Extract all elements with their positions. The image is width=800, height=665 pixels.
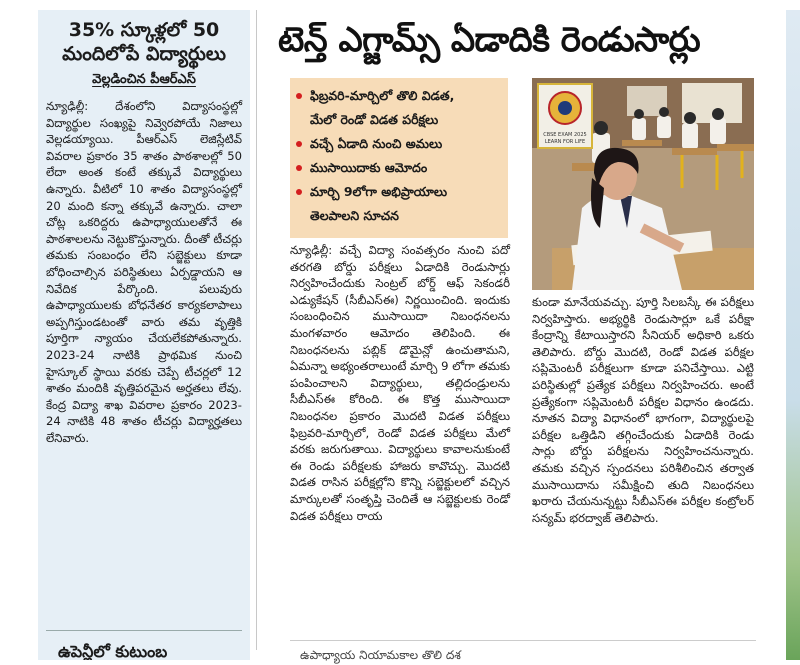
article-column-2: కుండా మానేయవచ్చు. పూర్తి సిలబస్కే ఈ పరీక్షలు నిర్వహిస్తారు. అభ్యర్థికి రెండుసార్లూ ఒకే పరీక్షా కేంద్రాన్ని కేటాయిస్తారని సీనియర్ అధికారి ఒకరు తెలిపారు. బోర్డు మొదటి, రెండో విడత పరీక్షల సప్లిమెంటరీ పరీక్షలుగా కూడా పనిచేస్తాయి. ఎట్టి పరిస్థితుల్లో ప్రత్యేక పరీక్షలు నిర్వహించరు. అంటే ప్రత్యేకంగా సప్లిమెంటరీ పరీక్షల విధానం ఉండదు. నూతన విద్యా విధానంలో భాగంగా, విద్యార్థులపై పరీక్షల ఒత్తిడిని తగ్గించేందుకు ఏడాదికి రెండు సార్లు బోర్డు పరీక్షలను నిర్వహించనున్నారు. తమకు వచ్చిన స్పందనలు పరిశీలించిన తర్వాత ముసాయిదాను సమీక్షించి తుది నిబంధనలు ఖరారు చేయనున్నట్టు సీబీఎస్ఈ పరీక్షల కంట్రోలర్ సన్యమ్ భరద్వాజ్ తెలిపారు.: [532, 295, 754, 525]
bullet-icon: [296, 93, 302, 99]
bottom-divider: [290, 640, 756, 641]
bullet-icon: [296, 165, 302, 171]
highlight-item: వచ్చే ఏడాది నుంచి అమలు: [296, 132, 502, 156]
highlight-item: ఫిబ్రవరి-మార్చిలో తొలి విడత,: [296, 84, 502, 108]
sidebar-story: [38, 10, 250, 660]
bullet-icon: [296, 189, 302, 195]
highlight-item: మేలో రెండో విడత పరీక్షలు: [310, 112, 439, 127]
main-headline: టెన్త్ ఎగ్జామ్స్ ఏడాదికి రెండుసార్లు: [278, 20, 701, 60]
highlights-box: [290, 78, 508, 238]
highlight-item: ముసాయిదాకు ఆమోదం: [296, 156, 502, 180]
sidebar-subheading: వెల్లడించిన పీఆర్ఎస్: [92, 72, 196, 87]
exam-hall-illustration: [532, 78, 754, 290]
sidebar-divider: [46, 630, 242, 631]
sidebar-headline-line2: మందిలోపే విద్యార్థులు: [62, 43, 226, 65]
exam-hall-photo: [532, 78, 754, 290]
sidebar-headline-line1: 35% స్కూళ్లలో 50: [68, 19, 220, 41]
sidebar-next-headline: ఉపెన్లీలో కుటుంబ: [58, 642, 168, 660]
article-column-1: న్యూఢిల్లీ: వచ్చే విద్యా సంవత్సరం నుంచి పదో తరగతి బోర్డు పరీక్షలు ఏడాదికి రెండుసార్లు నిర్వహించేందుకు సెంట్రల్ బోర్డ్ ఆఫ్ సెకండరీ ఎడ్యుకేషన్ (సీబీఎస్ఈ) నిర్ణయించింది. ఇందుకు సంబంధించిన ముసాయిదా నిబంధనలను మంగళవారం ఆమోదం తెలిపింది. ఈ నిబంధనలను పబ్లిక్ డొమైన్లో ఉంచుతామని, ఏమన్నా అభ్యంతరాలుంటే మార్చి 9 లోగా తమకు పంపించాలని విద్యార్థులు, తల్లిదండ్రులను సీబీఎస్ఈ కోరింది. ఈ కొత్త ముసాయిదా నిబంధనల ప్రకారం మొదటి విడత పరీక్షలు ఫిబ్రవరి-మార్చిలో, రెండో విడత పరీక్షలు మేలో వరకు జరుగుతాయి. విద్యార్థులు కావాలనుకుంటే ఈ రెండు పరీక్షలకు హాజరు కావొచ్చు. మొదటి విడత రాసిన పరీక్షల్లోని కొన్ని సబ్జెక్టులలో వచ్చిన మార్కులతో సంతృప్తి చెందితే ఆ సబ్జెక్టులకు రెండో విడత పరీక్షలు రాయ: [290, 243, 510, 523]
bullet-icon: [296, 141, 302, 147]
highlight-item: తెలపాలని సూచన: [310, 208, 399, 223]
sidebar-headline: [44, 18, 244, 66]
next-story-tail: ఉపాధ్యాయ నియామకాల తొలి దశ: [300, 648, 461, 662]
sidebar-body: న్యూఢిల్లీ: దేశంలోని విద్యాసంస్థల్లో విద్యార్థుల సంఖ్యపై నివ్వెరపోయే నిజాలు వెల్లడయ్యాయి. పీఆర్ఎస్ లెజిస్లేటివ్ వివరాల ప్రకారం 35 శాతం పాఠశాలల్లో 50 లేదా అంత కంటే తక్కువే విద్యార్థులు ఉన్నారు. వీటిలో 10 శాతం విద్యాసంస్థల్లో 20 మంది కన్నా తక్కువే ఉన్నారు. చాలా చోట్ల ఒకరిద్దరు ఉపాధ్యాయులతోనే ఈ పాఠశాలలను నెట్టుకొస్తున్నారు. దీంతో టీచర్లు తమకు సంబంధం లేని సబ్జెక్టులు కూడా బోధించాల్సిన పరిస్థితులు ఏర్పడ్డాయని ఆ నివేదిక పేర్కొంది. పలువురు ఉపాధ్యాయులకు బోధనేతర కార్యకలాపాలు అప్పగిస్తుండటంతో వారు తమ వృత్తికి పూర్తిగా న్యాయం చేయలేకపోతున్నారు. 2023-24 నాటికి ప్రాథమిక నుంచి హైస్కూల్ స్థాయి వరకు చెప్పే టీచర్లలో 12 శాతం మందికి వృత్తిపరమైన అర్హతలు లేవు. కేంద్ర విద్యా శాఖ వివరాల ప్రకారం 2023-24 నాటికి 48 శాతం టీచర్లు విద్యార్హతలు లేనివారు.: [46, 99, 242, 445]
highlight-item: మార్చి 9లోగా అభిప్రాయాలు: [296, 180, 502, 204]
adjacent-page-edge: [786, 10, 800, 660]
column-divider: [256, 10, 257, 650]
logo-text-line1: CBSE EXAM 2025: [543, 132, 587, 138]
logo-text-line2: LEARN FOR LIFE: [544, 139, 586, 145]
